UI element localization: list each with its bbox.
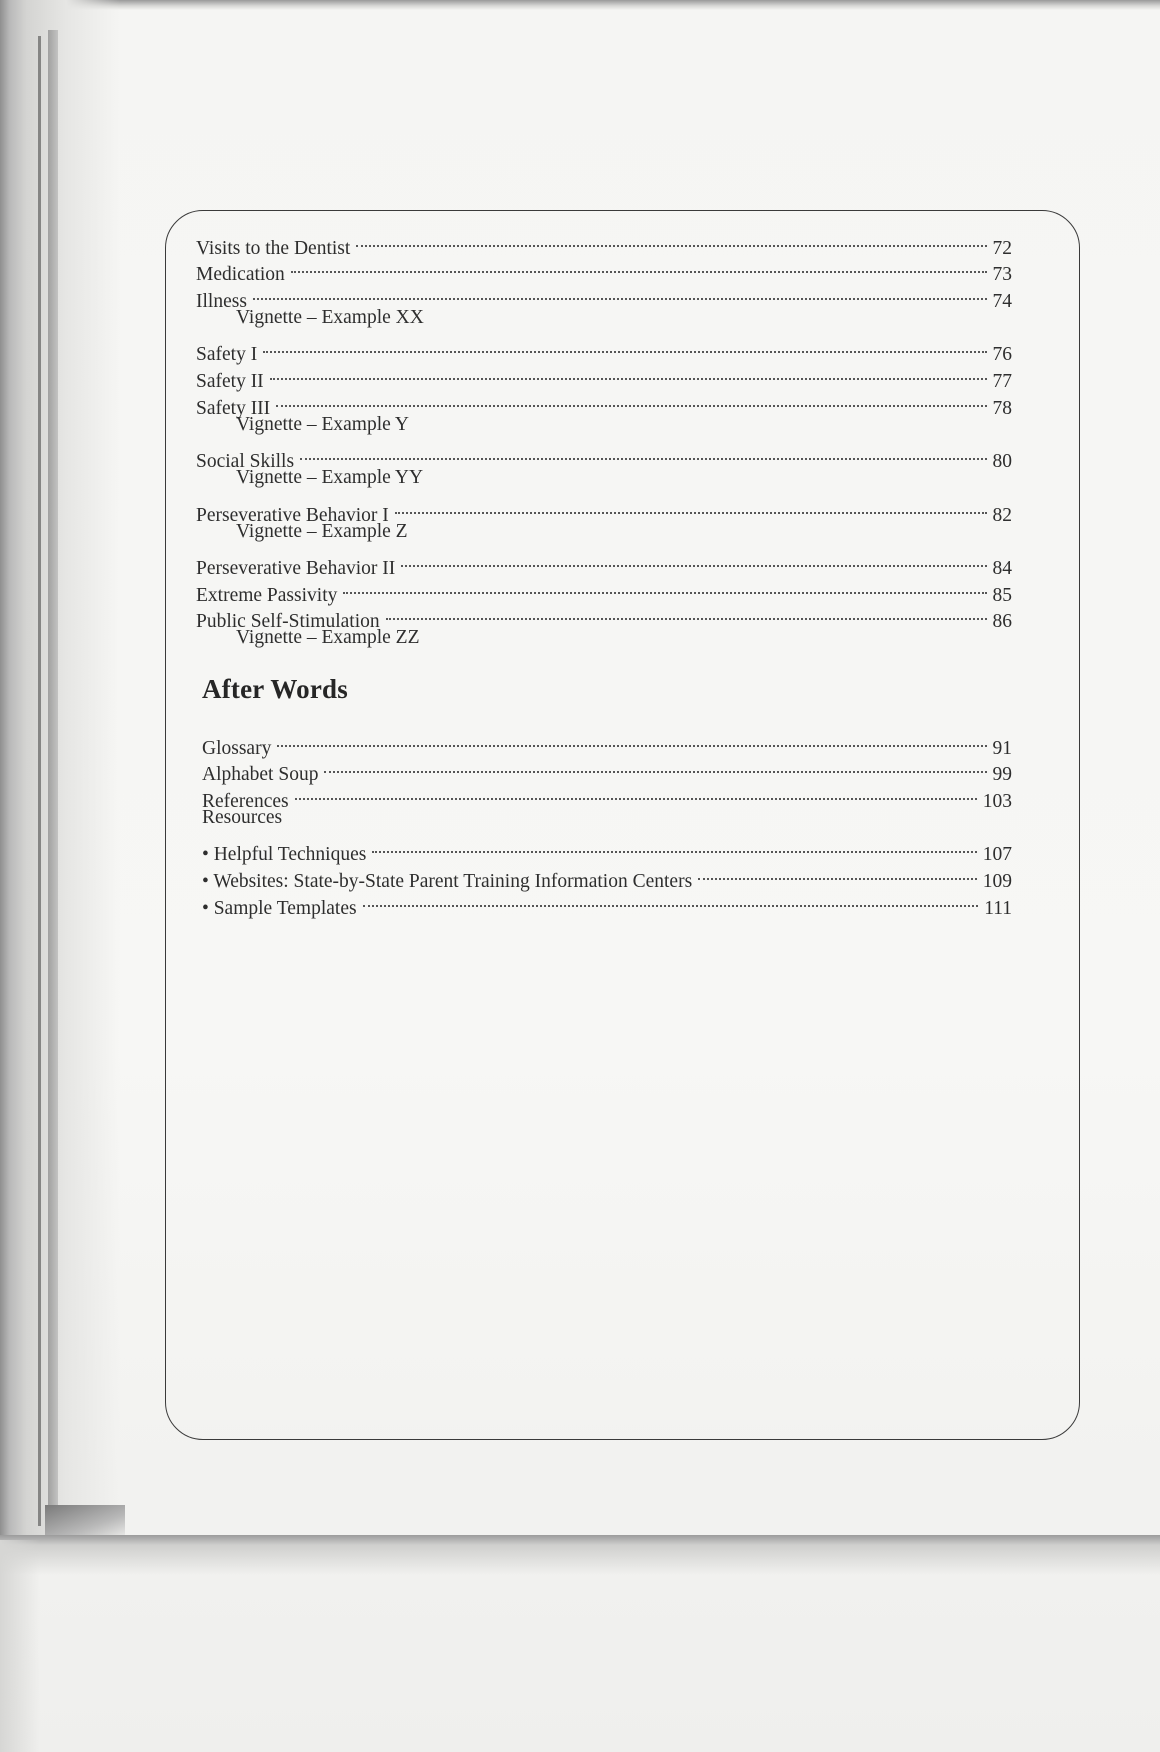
- toc-entry-title: Resources: [202, 807, 283, 829]
- toc-entry-title: Vignette – Example Z: [236, 520, 408, 542]
- toc-page-number: 78: [992, 397, 1012, 419]
- toc-entry-title: Safety II: [196, 371, 264, 393]
- toc-entry-title: Public Self-Stimulation: [196, 611, 380, 633]
- toc-sub-entry: [196, 625, 1012, 652]
- toc-entry: [196, 492, 1012, 526]
- toc-entry-title: Alphabet Soup: [202, 764, 319, 786]
- toc-entry: [196, 439, 1012, 473]
- dot-leader: [395, 485, 987, 514]
- toc-page-number: 84: [992, 557, 1012, 579]
- toc-entry-title: Perseverative Behavior I: [196, 504, 389, 526]
- toc-entry-title: Illness: [196, 291, 247, 313]
- toc-entry-title: Vignette – Example ZZ: [236, 627, 420, 649]
- toc-entry-title: Social Skills: [196, 451, 295, 473]
- dot-leader: [698, 851, 977, 880]
- dot-leader: [401, 538, 986, 567]
- book-binding-shadow: [0, 0, 120, 1545]
- lower-left-shadow: [0, 1540, 40, 1752]
- top-edge-shadow: [0, 0, 1160, 10]
- toc-entry-title: Safety I: [196, 344, 258, 366]
- dot-leader: [356, 218, 986, 247]
- toc-page-number: 85: [992, 584, 1012, 606]
- toc-entry: [196, 385, 1012, 419]
- toc-page-number: 80: [992, 451, 1012, 473]
- dot-leader: [300, 432, 986, 461]
- toc-page-number: 103: [982, 791, 1012, 813]
- dot-leader: [324, 745, 986, 774]
- table-of-contents-list: [196, 225, 1012, 652]
- toc-page-number: 86: [992, 611, 1012, 633]
- toc-entry-title: Visits to the Dentist: [196, 237, 351, 259]
- dot-leader: [295, 771, 977, 800]
- toc-entry-title: Vignette – Example YY: [236, 467, 424, 489]
- dot-leader: [291, 245, 987, 274]
- toc-page-number: 72: [992, 237, 1012, 259]
- toc-entry-title: • Helpful Techniques: [202, 844, 367, 866]
- toc-entry: [202, 778, 1012, 813]
- toc-entry-title: Extreme Passivity: [196, 584, 338, 606]
- binding-edge: [48, 30, 58, 1545]
- toc-page-number: 74: [992, 291, 1012, 313]
- dot-leader: [253, 271, 987, 300]
- toc-page-number: 111: [984, 897, 1012, 919]
- toc-entry-title: Perseverative Behavior II: [196, 557, 396, 579]
- toc-entry-title: • Websites: State-by-State Parent Training Information Centers: [202, 871, 693, 893]
- dot-leader: [363, 878, 979, 907]
- toc-page-number: 77: [992, 371, 1012, 393]
- toc-entry-title: Vignette – Example Y: [236, 413, 410, 435]
- toc-entry: [196, 278, 1012, 313]
- toc-page-number: 107: [982, 844, 1012, 866]
- dot-leader: [270, 351, 987, 380]
- dot-leader: [277, 718, 986, 747]
- toc-page-number: 91: [992, 737, 1012, 759]
- dot-leader: [386, 592, 987, 621]
- toc-page-number: 82: [992, 504, 1012, 526]
- binding-spine: [38, 36, 41, 1526]
- toc-entry-title: Glossary: [202, 737, 272, 759]
- toc-page-number: 76: [992, 344, 1012, 366]
- toc-page-number: 99: [992, 764, 1012, 786]
- page-bottom-edge-shadow: [0, 1535, 1160, 1575]
- toc-entry-title: Vignette – Example XX: [236, 307, 424, 329]
- toc-page-number: 73: [992, 264, 1012, 286]
- toc-entry-title: References: [202, 791, 289, 813]
- toc-entry-title: Medication: [196, 264, 285, 286]
- toc-entry-title: Safety III: [196, 397, 271, 419]
- dot-leader: [372, 825, 976, 854]
- dot-leader: [263, 325, 986, 354]
- toc-page-number: 109: [982, 871, 1012, 893]
- dot-leader: [343, 565, 986, 594]
- dot-leader: [276, 378, 986, 407]
- after-words-list: [202, 725, 1012, 919]
- after-words-heading: After Words: [202, 674, 348, 704]
- toc-entry-title: • Sample Templates: [202, 897, 357, 919]
